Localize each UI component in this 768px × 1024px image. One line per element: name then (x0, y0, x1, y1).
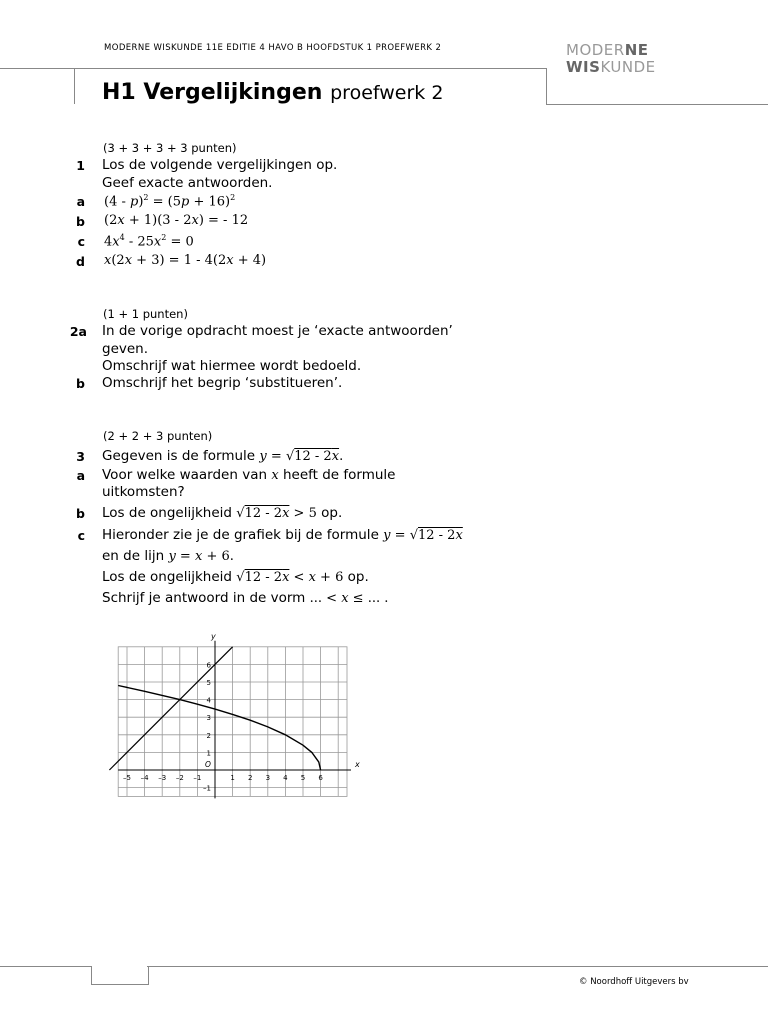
y-tick-label: 2 (206, 731, 211, 740)
x-tick-label: 6 (318, 774, 323, 782)
q3a-text-3: uitkomsten? (102, 484, 185, 500)
q3c-form-line (102, 590, 388, 607)
function-graph (100, 630, 360, 810)
q1d-label: d (76, 254, 85, 269)
q3c-answer-form: ... < x ≤ ... . (309, 591, 389, 606)
q1c-equation: $4x^4 - 25x^2 = 0$ (104, 233, 194, 250)
q1-text-1: Los de volgende vergelijkingen op. (102, 157, 338, 173)
q2a-number: 2a (69, 324, 87, 339)
q3c-text-3: Los de ongelijkheid (102, 569, 232, 585)
copyright: © Noordhoff Uitgevers bv (579, 977, 689, 987)
q3c-line (102, 548, 234, 565)
q3a-text-2: heeft de formule (282, 467, 396, 483)
q3-intro-text: Gegeven is de formule (102, 448, 256, 464)
q3c-text-1: Hieronder zie je de grafiek bij de formule (102, 527, 379, 543)
q1a-equation: $(4 - p)^2 = (5p + 16)^2$ (104, 193, 236, 210)
x-tick-label: –2 (175, 774, 184, 782)
q3-formula: y = √12 - 2x. (259, 449, 344, 464)
q3c-formula: y = √12 - 2x (383, 528, 463, 543)
header-rule (0, 68, 546, 69)
q3-number: 3 (76, 449, 85, 464)
q3-intro (102, 448, 343, 465)
q2-text-3: Omschrijf wat hiermee wordt bedoeld. (102, 358, 362, 374)
svg-text:WISKUNDE: WISKUNDE (566, 58, 656, 74)
q3c-op: op. (347, 569, 369, 585)
page-title (102, 80, 443, 105)
header-rule-right (546, 104, 768, 105)
x-tick-label: 1 (230, 774, 235, 782)
footer-rule-left (0, 966, 91, 967)
q2-text-1: In de vorige opdracht moest je ‘exacte antwoorden’ (102, 323, 453, 339)
q1-number: 1 (76, 158, 85, 173)
x-tick-label: –1 (193, 774, 202, 782)
q1b-label: b (76, 214, 85, 229)
y-tick-label: 6 (206, 661, 211, 670)
q3a-text-1: Voor welke waarden van (102, 467, 268, 483)
x-tick-label: 2 (247, 774, 253, 782)
running-header: MODERNE WISKUNDE 11E EDITIE 4 HAVO B HOOFDSTUK 1 PROEFWERK 2 (104, 43, 442, 53)
x-tick-label: –5 (123, 774, 131, 782)
q3-points: (2 + 2 + 3 punten) (103, 429, 213, 443)
y-tick-label: 1 (206, 749, 211, 758)
q3a-text (102, 467, 396, 484)
q3c-text-4: Schrijf je antwoord in de vorm (102, 590, 306, 606)
footer-tab (91, 966, 149, 985)
footer-rule-right (147, 966, 768, 967)
x-tick-label: 5 (300, 774, 306, 782)
q3a-var: x (271, 468, 279, 483)
q3c-inequality-line (102, 569, 369, 586)
q3b-label: b (76, 506, 85, 521)
q3b-op: op. (321, 505, 343, 521)
q3c-text-2: en de lijn (102, 548, 165, 564)
x-tick-label: –3 (158, 774, 167, 782)
sqrt-curve (118, 686, 320, 771)
q2-points: (1 + 1 punten) (103, 307, 188, 321)
y-tick-label: 5 (206, 679, 211, 687)
origin-label: O (205, 760, 211, 769)
y-tick-label: 3 (206, 714, 211, 723)
q2b-label: b (76, 376, 85, 391)
y-axis-label: y (211, 631, 216, 641)
x-tick-label: –4 (140, 774, 149, 782)
q3c-line-formula: y = x + 6. (168, 549, 234, 564)
q1-points: (3 + 3 + 3 + 3 punten) (103, 141, 237, 155)
publisher-logo (566, 40, 678, 74)
title-main: H1 Vergelijkingen (102, 80, 323, 105)
x-tick-label: 3 (265, 774, 271, 782)
q1d-equation: x(2x + 3) = 1 - 4(2x + 4) (104, 253, 267, 268)
q2-text-2: geven. (102, 341, 149, 357)
q1-text-2: Geef exacte antwoorden. (102, 175, 273, 191)
x-axis-label: x (355, 760, 360, 769)
x-tick-label: 4 (283, 774, 288, 782)
q3b-inequality: √12 - 2x > 5 (236, 506, 317, 521)
q1b-equation: (2x + 1)(3 - 2x) = - 12 (104, 213, 249, 228)
header-rule-step (546, 68, 547, 104)
q3b-text (102, 505, 342, 522)
q3c-inequality: √12 - 2x < x + 6 (236, 570, 344, 585)
title-sub: proefwerk 2 (330, 82, 444, 104)
q3c-label: c (77, 528, 85, 543)
q3a-label: a (76, 468, 85, 483)
y-tick-label: –1 (203, 784, 211, 793)
q3b-text-1: Los de ongelijkheid (102, 505, 232, 521)
svg-text:MODERNE: MODERNE (566, 41, 649, 59)
q2b-text: Omschrijf het begrip ‘substitueren’. (102, 375, 343, 391)
q3c-text (102, 527, 463, 544)
q1a-label: a (76, 194, 85, 209)
q1c-label: c (77, 234, 85, 249)
header-rule-left (74, 68, 75, 104)
y-tick-label: 4 (206, 696, 211, 705)
